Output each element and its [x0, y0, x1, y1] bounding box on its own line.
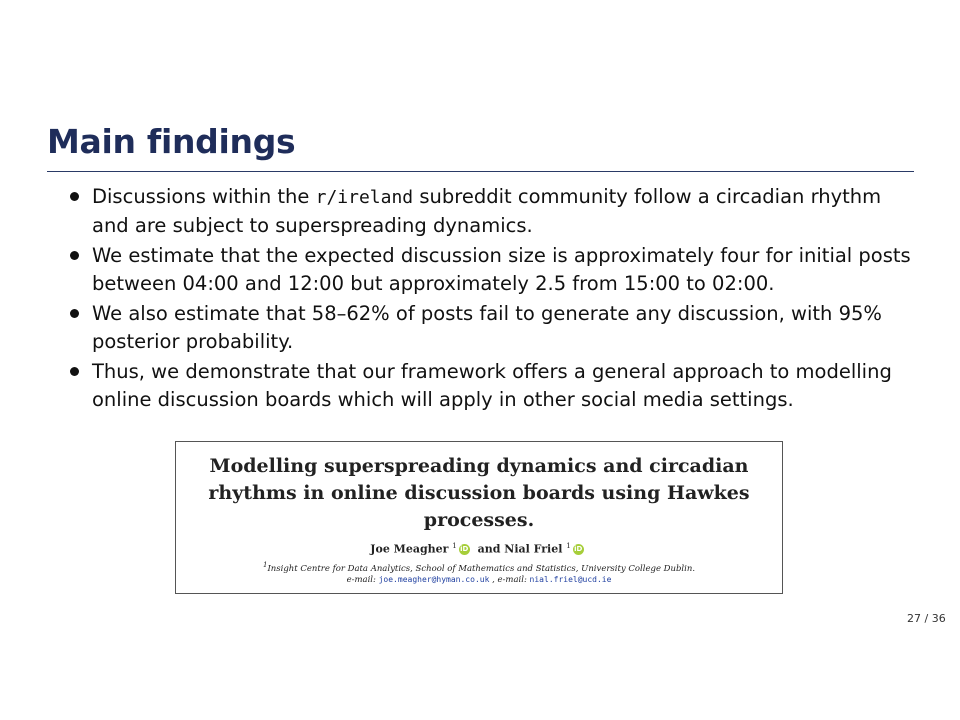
paper-title: Modelling superspreading dynamics and circadian rhythms in online discussion boards using Hawkes processes.	[208, 455, 750, 531]
author-superscript: 1	[452, 542, 457, 550]
list-item	[70, 242, 920, 297]
bullet-icon	[70, 192, 79, 201]
bullet-text-pre: Discussions within the	[92, 185, 316, 208]
bullet-text-post: subreddit community follow a circadian rhythm and are subject to superspreading dynamics.	[92, 185, 882, 237]
list-item	[70, 183, 920, 239]
author-superscript: 1	[566, 542, 571, 550]
bullet-icon	[70, 367, 79, 376]
slide-title: Main findings	[47, 122, 296, 161]
paper-authors	[176, 542, 782, 556]
orcid-icon: iD	[460, 545, 469, 554]
page-number: 27 / 36	[907, 612, 946, 625]
author-name: Nial Friel	[504, 542, 563, 556]
email-separator: , e-mail:	[492, 575, 527, 586]
title-divider	[47, 171, 914, 172]
bullet-text: We estimate that the expected discussion size is approximately four for initial posts between 04:00 and 12:00 but approximately 2.5 from 15:00 to 02:00.	[92, 244, 911, 295]
list-item	[70, 300, 920, 355]
email-label: e-mail:	[346, 575, 376, 586]
email-address: nial.friel@ucd.ie	[529, 575, 612, 585]
findings-list	[70, 183, 920, 416]
paper-affiliation	[176, 561, 782, 574]
bullet-icon	[70, 251, 79, 260]
subreddit-code: r/ireland	[315, 187, 414, 208]
list-item	[70, 358, 920, 413]
orcid-icon: iD	[574, 545, 583, 554]
paper-header-image	[175, 441, 783, 594]
affiliation-text: Insight Centre for Data Analytics, School of Mathematics and Statistics, University College Dublin.	[267, 563, 696, 574]
author-name: Joe Meagher	[370, 542, 449, 556]
bullet-text: We also estimate that 58–62% of posts fail to generate any discussion, with 95% posterior probability.	[92, 302, 882, 353]
affiliation-superscript: 1	[262, 560, 268, 569]
author-conjunction: and	[477, 542, 501, 556]
bullet-text: Thus, we demonstrate that our framework offers a general approach to modelling online discussion boards which will apply in other social media settings.	[92, 360, 892, 411]
email-address: joe.meagher@hyman.co.uk	[378, 575, 490, 585]
bullet-icon	[70, 309, 79, 318]
paper-emails	[176, 575, 782, 585]
